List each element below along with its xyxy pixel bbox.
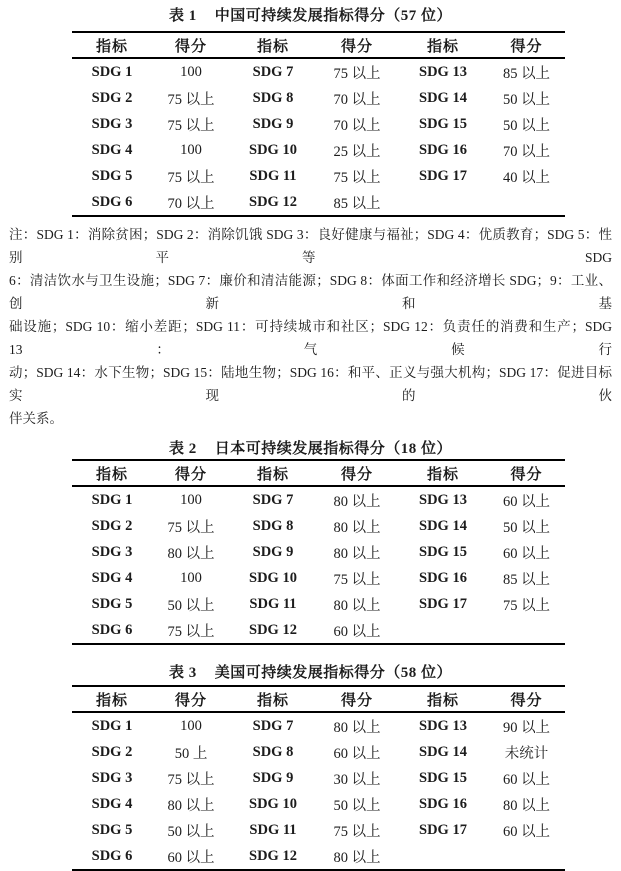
score-cell: 60 以上 [333,623,381,640]
score-cell: 75 以上 [167,91,215,108]
table-row [72,565,565,591]
sdg-indicator-cell: SDG 9 [252,543,294,560]
score-cell: 85 以上 [502,571,551,588]
score-cell: 75 以上 [502,597,551,614]
sdg-indicator-cell: SDG 2 [91,743,133,760]
column-header: 得分 [488,686,565,712]
sdg-indicator-cell: SDG 14 [419,517,467,534]
score-cell: 75 以上 [333,823,381,840]
sdg-indicator-cell: SDG 5 [91,821,133,838]
score-cell: 50 以上 [502,91,551,108]
score-cell: 100 [180,717,202,734]
score-cell: 30 以上 [333,771,381,788]
table-3-caption [0,663,621,683]
table-row [72,765,565,791]
table-row [72,513,565,539]
table-note [0,223,621,430]
table-row [72,58,565,85]
score-cell: 75 以上 [333,65,381,82]
sdg-indicator-cell [398,843,488,870]
sdg-indicator-cell: SDG 17 [419,595,467,612]
score-cell: 70 以上 [333,91,381,108]
sdg-indicator-cell: SDG 6 [91,847,133,864]
score-cell: 50 以上 [502,519,551,536]
column-header: 指标 [398,460,488,486]
score-cell: 60 以上 [502,823,551,840]
sdg-indicator-cell: SDG 4 [91,141,133,158]
column-header: 指标 [230,686,316,712]
table-row [72,791,565,817]
score-cell: 50 以上 [502,117,551,134]
column-header: 得分 [316,460,398,486]
sdg-indicator-cell: SDG 8 [252,517,294,534]
score-cell: 90 以上 [502,719,551,736]
score-cell: 80 以上 [333,519,381,536]
score-cell: 70 以上 [502,143,551,160]
score-cell: 80 以上 [333,597,381,614]
table-row [72,163,565,189]
sdg-indicator-cell: SDG 12 [249,847,297,864]
score-cell: 80 以上 [502,797,551,814]
sdg-indicator-cell: SDG 6 [91,193,133,210]
table-row [72,539,565,565]
table-3-section [0,663,621,871]
table-1-caption [0,6,621,26]
sdg-indicator-cell: SDG 4 [91,569,133,586]
sdg-indicator-cell: SDG 1 [91,717,133,734]
sdg-indicator-cell: SDG 16 [419,795,467,812]
sdg-indicator-cell: SDG 15 [419,543,467,560]
table-row [72,486,565,513]
score-cell: 70 以上 [167,195,215,212]
column-header: 指标 [72,460,152,486]
table-row [72,137,565,163]
sdg-indicator-cell: SDG 10 [249,569,297,586]
table-row [72,739,565,765]
score-cell: 85 以上 [502,65,551,82]
sdg-indicator-cell: SDG 9 [252,115,294,132]
score-cell [488,843,565,870]
sdg-indicator-cell: SDG 15 [419,769,467,786]
score-cell: 100 [180,141,202,158]
score-cell [488,189,565,216]
column-header: 得分 [488,32,565,58]
japan-sdg-score-table [72,459,565,645]
score-cell: 50 以上 [167,823,215,840]
header-row [72,460,565,486]
score-cell: 40 以上 [502,169,551,186]
score-cell: 50 以上 [333,797,381,814]
table-row [72,843,565,870]
column-header: 得分 [316,32,398,58]
score-cell: 75 以上 [333,169,381,186]
sdg-indicator-cell: SDG 13 [419,717,467,734]
column-header: 得分 [488,460,565,486]
table-row [72,591,565,617]
note-line: 6：清洁饮水与卫生设施；SDG 7：廉价和清洁能源；SDG 8：体面工作和经济增长 SDG；9：工业、创新和基 [9,273,612,311]
score-cell: 25 以上 [333,143,381,160]
score-cell: 70 以上 [333,117,381,134]
china-sdg-score-table [72,31,565,217]
score-cell: 60 以上 [502,493,551,510]
sdg-indicator-cell: SDG 8 [252,743,294,760]
score-cell: 75 以上 [167,169,215,186]
sdg-indicator-cell: SDG 5 [91,167,133,184]
sdg-indicator-cell: SDG 13 [419,63,467,80]
score-cell: 60 以上 [502,545,551,562]
score-cell: 85 以上 [333,195,381,212]
table-row [72,111,565,137]
table-2-caption-label: 表 2 [168,441,197,457]
score-cell: 75 以上 [167,623,215,640]
column-header: 得分 [152,460,230,486]
column-header: 指标 [72,686,152,712]
sdg-indicator-cell: SDG 3 [91,115,133,132]
sdg-indicator-cell: SDG 8 [252,89,294,106]
column-header: 指标 [398,686,488,712]
sdg-indicator-cell: SDG 7 [252,63,294,80]
note-line: 注：SDG 1：消除贫困；SDG 2：消除饥饿 SDG 3：良好健康与福祉；SDG 4：优质教育；SDG 5：性别平等 SDG [9,227,612,265]
note-line: 动；SDG 14：水下生物；SDG 15：陆地生物；SDG 16：和平、正义与强大机构；SDG 17：促进目标实现的伙 [9,365,612,403]
sdg-indicator-cell: SDG 17 [419,821,467,838]
sdg-indicator-cell: SDG 14 [419,89,467,106]
sdg-indicator-cell: SDG 12 [249,193,297,210]
score-cell: 50 上 [174,745,208,762]
sdg-indicator-cell: SDG 9 [252,769,294,786]
note-line: 础设施；SDG 10：缩小差距；SDG 11：可持续城市和社区；SDG 12：负责任的消费和生产；SDG 13：气候行 [9,319,612,357]
sdg-indicator-cell: SDG 17 [419,167,467,184]
sdg-indicator-cell: SDG 4 [91,795,133,812]
column-header: 得分 [316,686,398,712]
sdg-indicator-cell: SDG 7 [252,491,294,508]
sdg-indicator-cell: SDG 1 [91,63,133,80]
header-row [72,32,565,58]
column-header: 得分 [152,32,230,58]
score-cell: 80 以上 [167,797,215,814]
score-cell: 50 以上 [167,597,215,614]
sdg-indicator-cell: SDG 3 [91,769,133,786]
score-cell: 60 以上 [167,849,215,866]
table-row [72,617,565,644]
table-2-caption [0,439,621,459]
sdg-indicator-cell: SDG 2 [91,517,133,534]
column-header: 指标 [230,32,316,58]
table-row [72,85,565,111]
table-row [72,189,565,216]
score-cell: 75 以上 [167,519,215,536]
score-cell: 80 以上 [333,545,381,562]
table-2-section [0,439,621,645]
score-cell [488,617,565,644]
score-cell: 75 以上 [167,117,215,134]
sdg-indicator-cell: SDG 7 [252,717,294,734]
column-header: 指标 [230,460,316,486]
table-2-caption-title: 日本可持续发展指标得分（18 位） [214,441,453,457]
score-cell: 80 以上 [333,719,381,736]
note-line: 伴关系。 [9,411,63,426]
score-cell: 75 以上 [167,771,215,788]
sdg-indicator-cell [398,189,488,216]
column-header: 指标 [72,32,152,58]
sdg-indicator-cell: SDG 10 [249,141,297,158]
sdg-indicator-cell: SDG 2 [91,89,133,106]
sdg-indicator-cell: SDG 5 [91,595,133,612]
sdg-indicator-cell: SDG 10 [249,795,297,812]
column-header: 指标 [398,32,488,58]
score-cell: 100 [180,491,202,508]
sdg-indicator-cell: SDG 13 [419,491,467,508]
score-cell: 75 以上 [333,571,381,588]
sdg-indicator-cell: SDG 15 [419,115,467,132]
table-1-caption-title: 中国可持续发展指标得分（57 位） [214,8,453,24]
sdg-indicator-cell: SDG 14 [419,743,467,760]
score-cell: 80 以上 [167,545,215,562]
score-cell: 60 以上 [333,745,381,762]
sdg-indicator-cell: SDG 1 [91,491,133,508]
sdg-indicator-cell: SDG 11 [249,595,297,612]
table-3-caption-label: 表 3 [168,665,197,681]
score-cell: 80 以上 [333,849,381,866]
table-1-section [0,6,621,217]
sdg-indicator-cell: SDG 16 [419,141,467,158]
column-header: 得分 [152,686,230,712]
table-3-caption-title: 美国可持续发展指标得分（58 位） [214,665,453,681]
table-row [72,817,565,843]
score-cell: 未统计 [504,745,549,762]
sdg-indicator-cell [398,617,488,644]
usa-sdg-score-table [72,685,565,871]
table-1-caption-label: 表 1 [168,8,197,24]
sdg-indicator-cell: SDG 11 [249,821,297,838]
table-row [72,712,565,739]
sdg-indicator-cell: SDG 16 [419,569,467,586]
header-row [72,686,565,712]
sdg-indicator-cell: SDG 3 [91,543,133,560]
score-cell: 100 [180,569,202,586]
sdg-indicator-cell: SDG 6 [91,621,133,638]
sdg-indicator-cell: SDG 11 [249,167,297,184]
score-cell: 100 [180,63,202,80]
sdg-indicator-cell: SDG 12 [249,621,297,638]
score-cell: 80 以上 [333,493,381,510]
score-cell: 60 以上 [502,771,551,788]
